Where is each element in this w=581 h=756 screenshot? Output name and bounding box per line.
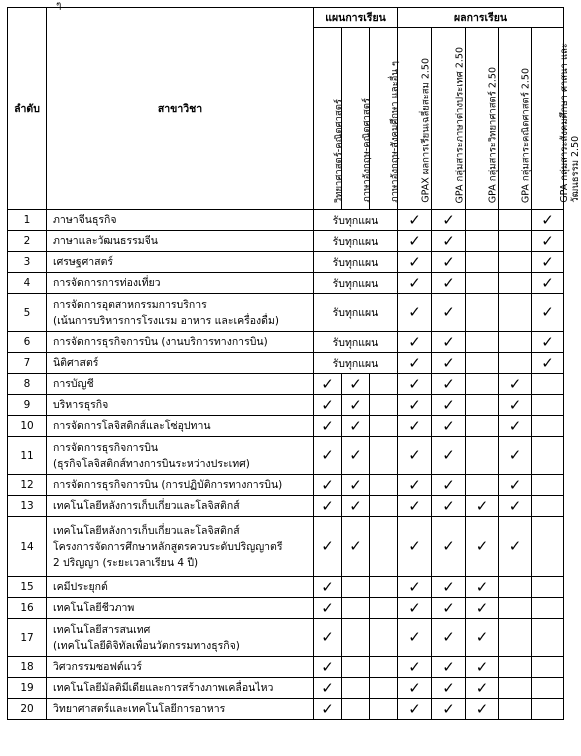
row-subject [47,699,314,720]
header-plan-col [370,28,398,210]
result-check-mark: ✓ [432,273,466,294]
row-number: 12 [8,475,47,496]
row-number: 7 [8,353,47,374]
plan-check-mark: ✓ [342,496,370,517]
result-check-mark: ✓ [432,475,466,496]
table-row [8,294,564,332]
row-subject [47,210,314,231]
plan-check-mark: ✓ [314,475,342,496]
row-number: 8 [8,374,47,395]
row-all-plans: รับทุกแผน [314,273,398,294]
result-empty-cell [532,657,564,678]
result-check-mark: ✓ [466,577,499,598]
result-empty-cell [499,353,532,374]
result-empty-cell [499,577,532,598]
plan-check-mark: ✓ [314,496,342,517]
result-check-mark: ✓ [432,517,466,577]
plan-empty-cell [342,619,370,657]
row-subject [47,657,314,678]
result-empty-cell [532,699,564,720]
result-check-mark: ✓ [532,210,564,231]
plan-check-mark: ✓ [342,517,370,577]
header-result-col-label: GPA กลุ่มสาระภาษาต่างประเทศ 2.50 [454,46,466,203]
result-check-mark: ✓ [499,395,532,416]
table-row [8,475,564,496]
row-all-plans: รับทุกแผน [314,210,398,231]
plan-empty-cell [342,598,370,619]
result-empty-cell [466,273,499,294]
result-check-mark: ✓ [532,294,564,332]
result-empty-cell [499,231,532,252]
row-subject-line: การจัดการธุรกิจการบิน [53,441,159,454]
plan-empty-cell [370,577,398,598]
result-empty-cell [499,332,532,353]
header-subject: สาขาวิชา [47,8,314,210]
row-subject-line: เศรษฐศาสตร์ [53,256,114,268]
result-check-mark: ✓ [432,678,466,699]
row-subject-line: ภาษาและวัฒนธรรมจีน [53,235,158,247]
row-subject-line: เทคโนโลยีมัลติมีเดียและการสร้างภาพเคลื่อนไหว [53,682,274,694]
result-check-mark: ✓ [432,332,466,353]
result-empty-cell [466,374,499,395]
plan-empty-cell [370,598,398,619]
header-plan-col-label: วิทยาศาสตร์-คณิตศาสตร์ [333,98,344,203]
result-empty-cell [532,678,564,699]
header-plan-group: แผนการเรียน [314,8,398,28]
header-result-col-label: GPAX ผลการเรียนเฉลี่ยสะสม 2.50 [420,58,432,203]
result-check-mark: ✓ [398,517,432,577]
result-empty-cell [499,294,532,332]
table-row [8,231,564,252]
result-check-mark: ✓ [398,273,432,294]
row-subject-line: การจัดการอุตสาหกรรมการบริการ [53,298,207,311]
row-subject-line: การจัดการการท่องเที่ยว [53,277,161,289]
result-check-mark: ✓ [398,619,432,657]
plan-empty-cell [370,395,398,416]
result-check-mark: ✓ [398,210,432,231]
result-check-mark: ✓ [432,598,466,619]
result-check-mark: ✓ [432,657,466,678]
result-empty-cell [499,619,532,657]
result-check-mark: ✓ [398,416,432,437]
row-subject-line: เทคโนโลยีหลังการเก็บเกี่ยวและโลจิสติกส์ [53,524,240,537]
result-empty-cell [532,619,564,657]
result-check-mark: ✓ [398,353,432,374]
result-empty-cell [466,252,499,273]
result-check-mark: ✓ [532,273,564,294]
table-row [8,699,564,720]
header-result-col [499,28,532,210]
result-empty-cell [499,598,532,619]
result-check-mark: ✓ [398,332,432,353]
plan-check-mark: ✓ [314,416,342,437]
plan-empty-cell [370,678,398,699]
result-check-mark: ✓ [432,437,466,475]
row-subject [47,374,314,395]
result-check-mark: ✓ [466,496,499,517]
result-check-mark: ✓ [432,496,466,517]
result-check-mark: ✓ [466,619,499,657]
plan-empty-cell [342,678,370,699]
header-result-col [466,28,499,210]
table-row [8,678,564,699]
row-all-plans: รับทุกแผน [314,231,398,252]
row-subject-line: เทคโนโลยีชีวภาพ [53,602,135,614]
result-empty-cell [466,294,499,332]
plan-check-mark: ✓ [314,598,342,619]
result-check-mark: ✓ [432,252,466,273]
row-all-plans: รับทุกแผน [314,353,398,374]
table-row [8,210,564,231]
table-row [8,657,564,678]
result-check-mark: ✓ [499,416,532,437]
plan-empty-cell [370,416,398,437]
row-subject [47,252,314,273]
result-empty-cell [532,496,564,517]
table-row [8,353,564,374]
result-empty-cell [532,374,564,395]
table-row [8,517,564,577]
result-check-mark: ✓ [398,496,432,517]
header-order: ลำดับ [8,8,47,210]
result-empty-cell [532,517,564,577]
row-subject-line: 2 ปริญญา (ระยะเวลาเรียน 4 ปี) [53,556,199,569]
result-check-mark: ✓ [466,699,499,720]
row-number: 3 [8,252,47,273]
header-result-group: ผลการเรียน [398,8,564,28]
result-check-mark: ✓ [432,577,466,598]
row-subject-line: นิติศาสตร์ [53,357,99,369]
table-row [8,395,564,416]
result-empty-cell [466,332,499,353]
row-subject [47,517,314,577]
row-subject-line: (ธุรกิจโลจิสติกส์ทางการบินระหว่างประเทศ) [53,457,250,470]
result-check-mark: ✓ [432,231,466,252]
result-check-mark: ✓ [432,619,466,657]
header-result-col-label: GPA กลุ่มสาระสังคมศึกษา ศาสนา และ วัฒนธรรม 2.50 [558,43,581,203]
row-number: 1 [8,210,47,231]
result-check-mark: ✓ [398,699,432,720]
plan-empty-cell [342,657,370,678]
result-empty-cell [466,416,499,437]
plan-empty-cell [370,475,398,496]
header-plan-col-label: ภาษาอังกฤษ-สังคมศึกษา และอื่น ๆ [389,61,400,203]
result-empty-cell [499,678,532,699]
row-subject [47,437,314,475]
plan-empty-cell [370,437,398,475]
plan-check-mark: ✓ [314,657,342,678]
row-subject [47,678,314,699]
result-empty-cell [532,416,564,437]
result-empty-cell [466,395,499,416]
row-subject-line: เคมีประยุกต์ [53,581,108,593]
row-number: 9 [8,395,47,416]
plan-empty-cell [370,496,398,517]
result-check-mark: ✓ [499,475,532,496]
result-check-mark: ✓ [398,395,432,416]
row-all-plans: รับทุกแผน [314,252,398,273]
plan-empty-cell [370,619,398,657]
result-empty-cell [499,210,532,231]
row-subject [47,598,314,619]
row-subject [47,353,314,374]
result-empty-cell [532,577,564,598]
plan-check-mark: ✓ [314,395,342,416]
result-check-mark: ✓ [466,517,499,577]
result-check-mark: ✓ [398,678,432,699]
row-number: 2 [8,231,47,252]
table-row [8,416,564,437]
row-subject-line: การจัดการโลจิสติกส์และโซ่อุปทาน [53,420,211,432]
result-empty-cell [532,395,564,416]
row-subject-line: โครงการจัดการศึกษาหลักสูตรควบระดับปริญญาตรี [53,540,283,553]
header-result-col [432,28,466,210]
result-check-mark: ✓ [432,294,466,332]
result-check-mark: ✓ [398,294,432,332]
header-row-groups [8,8,564,28]
result-empty-cell [532,437,564,475]
row-subject-line: การจัดการธุรกิจการบิน (การปฏิบัติการทางการบิน) [53,479,283,491]
header-plan-col [314,28,342,210]
result-check-mark: ✓ [432,699,466,720]
plan-empty-cell [342,699,370,720]
result-empty-cell [466,437,499,475]
table-row [8,437,564,475]
result-check-mark: ✓ [499,517,532,577]
result-empty-cell [499,657,532,678]
row-subject-line: ภาษาจีนธุรกิจ [53,214,117,226]
header-result-col-label: GPA กลุ่มสาระคณิตศาสตร์ 2.50 [520,67,532,203]
admission-table [7,7,581,720]
plan-check-mark: ✓ [342,416,370,437]
table-row [8,252,564,273]
row-subject-line: บริหารธุรกิจ [53,399,109,411]
result-check-mark: ✓ [466,598,499,619]
header-result-col [398,28,432,210]
plan-check-mark: ✓ [342,437,370,475]
row-subject [47,416,314,437]
row-all-plans: รับทุกแผน [314,294,398,332]
result-check-mark: ✓ [432,416,466,437]
result-check-mark: ✓ [466,657,499,678]
result-empty-cell [466,353,499,374]
plan-empty-cell [370,517,398,577]
row-number: 10 [8,416,47,437]
row-subject [47,332,314,353]
result-check-mark: ✓ [398,657,432,678]
result-empty-cell [532,475,564,496]
result-check-mark: ✓ [532,332,564,353]
table-row [8,273,564,294]
row-number: 11 [8,437,47,475]
result-empty-cell [466,475,499,496]
result-empty-cell [499,252,532,273]
row-number: 16 [8,598,47,619]
table-row [8,496,564,517]
result-empty-cell [466,210,499,231]
plan-empty-cell [370,374,398,395]
row-subject [47,496,314,517]
plan-empty-cell [370,699,398,720]
result-check-mark: ✓ [398,598,432,619]
row-number: 15 [8,577,47,598]
row-number: 5 [8,294,47,332]
row-subject [47,475,314,496]
header-result-col-label: GPA กลุ่มสาระวิทยาศาสตร์ 2.50 [487,66,499,203]
row-subject-line: (เทคโนโลยีดิจิทัลเพื่อนวัตกรรมทางธุรกิจ) [53,639,240,652]
plan-check-mark: ✓ [342,395,370,416]
row-subject [47,619,314,657]
row-number: 19 [8,678,47,699]
row-subject [47,273,314,294]
row-all-plans: รับทุกแผน [314,332,398,353]
result-check-mark: ✓ [432,374,466,395]
row-number: 17 [8,619,47,657]
result-check-mark: ✓ [432,395,466,416]
row-subject-line: วิศวกรรมซอฟต์แวร์ [53,661,143,673]
table-body [8,210,564,720]
row-number: 18 [8,657,47,678]
result-check-mark: ✓ [499,374,532,395]
plan-check-mark: ✓ [314,619,342,657]
result-check-mark: ✓ [398,231,432,252]
result-check-mark: ✓ [398,475,432,496]
header-plan-col [342,28,370,210]
plan-check-mark: ✓ [314,374,342,395]
top-fragment: ๆ [56,0,62,11]
header-result-col [532,28,581,210]
result-check-mark: ✓ [432,210,466,231]
result-check-mark: ✓ [532,353,564,374]
row-subject [47,294,314,332]
plan-check-mark: ✓ [314,577,342,598]
result-empty-cell [466,231,499,252]
plan-check-mark: ✓ [314,678,342,699]
row-subject [47,395,314,416]
row-subject-line: (เน้นการบริหารการโรงแรม อาหาร และเครื่องดื่ม) [53,314,280,327]
result-check-mark: ✓ [432,353,466,374]
table-row [8,374,564,395]
result-check-mark: ✓ [398,374,432,395]
plan-check-mark: ✓ [314,699,342,720]
table-row [8,619,564,657]
plan-check-mark: ✓ [342,374,370,395]
plan-empty-cell [342,577,370,598]
result-empty-cell [499,699,532,720]
result-check-mark: ✓ [532,231,564,252]
result-check-mark: ✓ [398,577,432,598]
result-empty-cell [499,273,532,294]
result-check-mark: ✓ [398,437,432,475]
row-subject-line: เทคโนโลยีหลังการเก็บเกี่ยวและโลจิสติกส์ [53,500,240,512]
row-subject [47,577,314,598]
row-subject [47,231,314,252]
header-plan-col-label: ภาษาอังกฤษ-คณิตศาสตร์ [361,98,372,203]
row-subject-line: การจัดการธุรกิจการบิน (งานบริการทางการบิน) [53,336,268,348]
row-number: 20 [8,699,47,720]
result-check-mark: ✓ [398,252,432,273]
row-subject-line: เทคโนโลยีสารสนเทศ [53,623,151,636]
row-number: 6 [8,332,47,353]
result-check-mark: ✓ [466,678,499,699]
table-row [8,577,564,598]
row-number: 14 [8,517,47,577]
plan-check-mark: ✓ [314,437,342,475]
result-check-mark: ✓ [499,437,532,475]
plan-check-mark: ✓ [314,517,342,577]
row-subject-line: วิทยาศาสตร์และเทคโนโลยีการอาหาร [53,703,226,715]
plan-check-mark: ✓ [342,475,370,496]
row-number: 13 [8,496,47,517]
result-empty-cell [532,598,564,619]
row-number: 4 [8,273,47,294]
table-row [8,332,564,353]
row-subject-line: การบัญชี [53,378,94,390]
result-check-mark: ✓ [532,252,564,273]
table-row [8,598,564,619]
result-check-mark: ✓ [499,496,532,517]
plan-empty-cell [370,657,398,678]
